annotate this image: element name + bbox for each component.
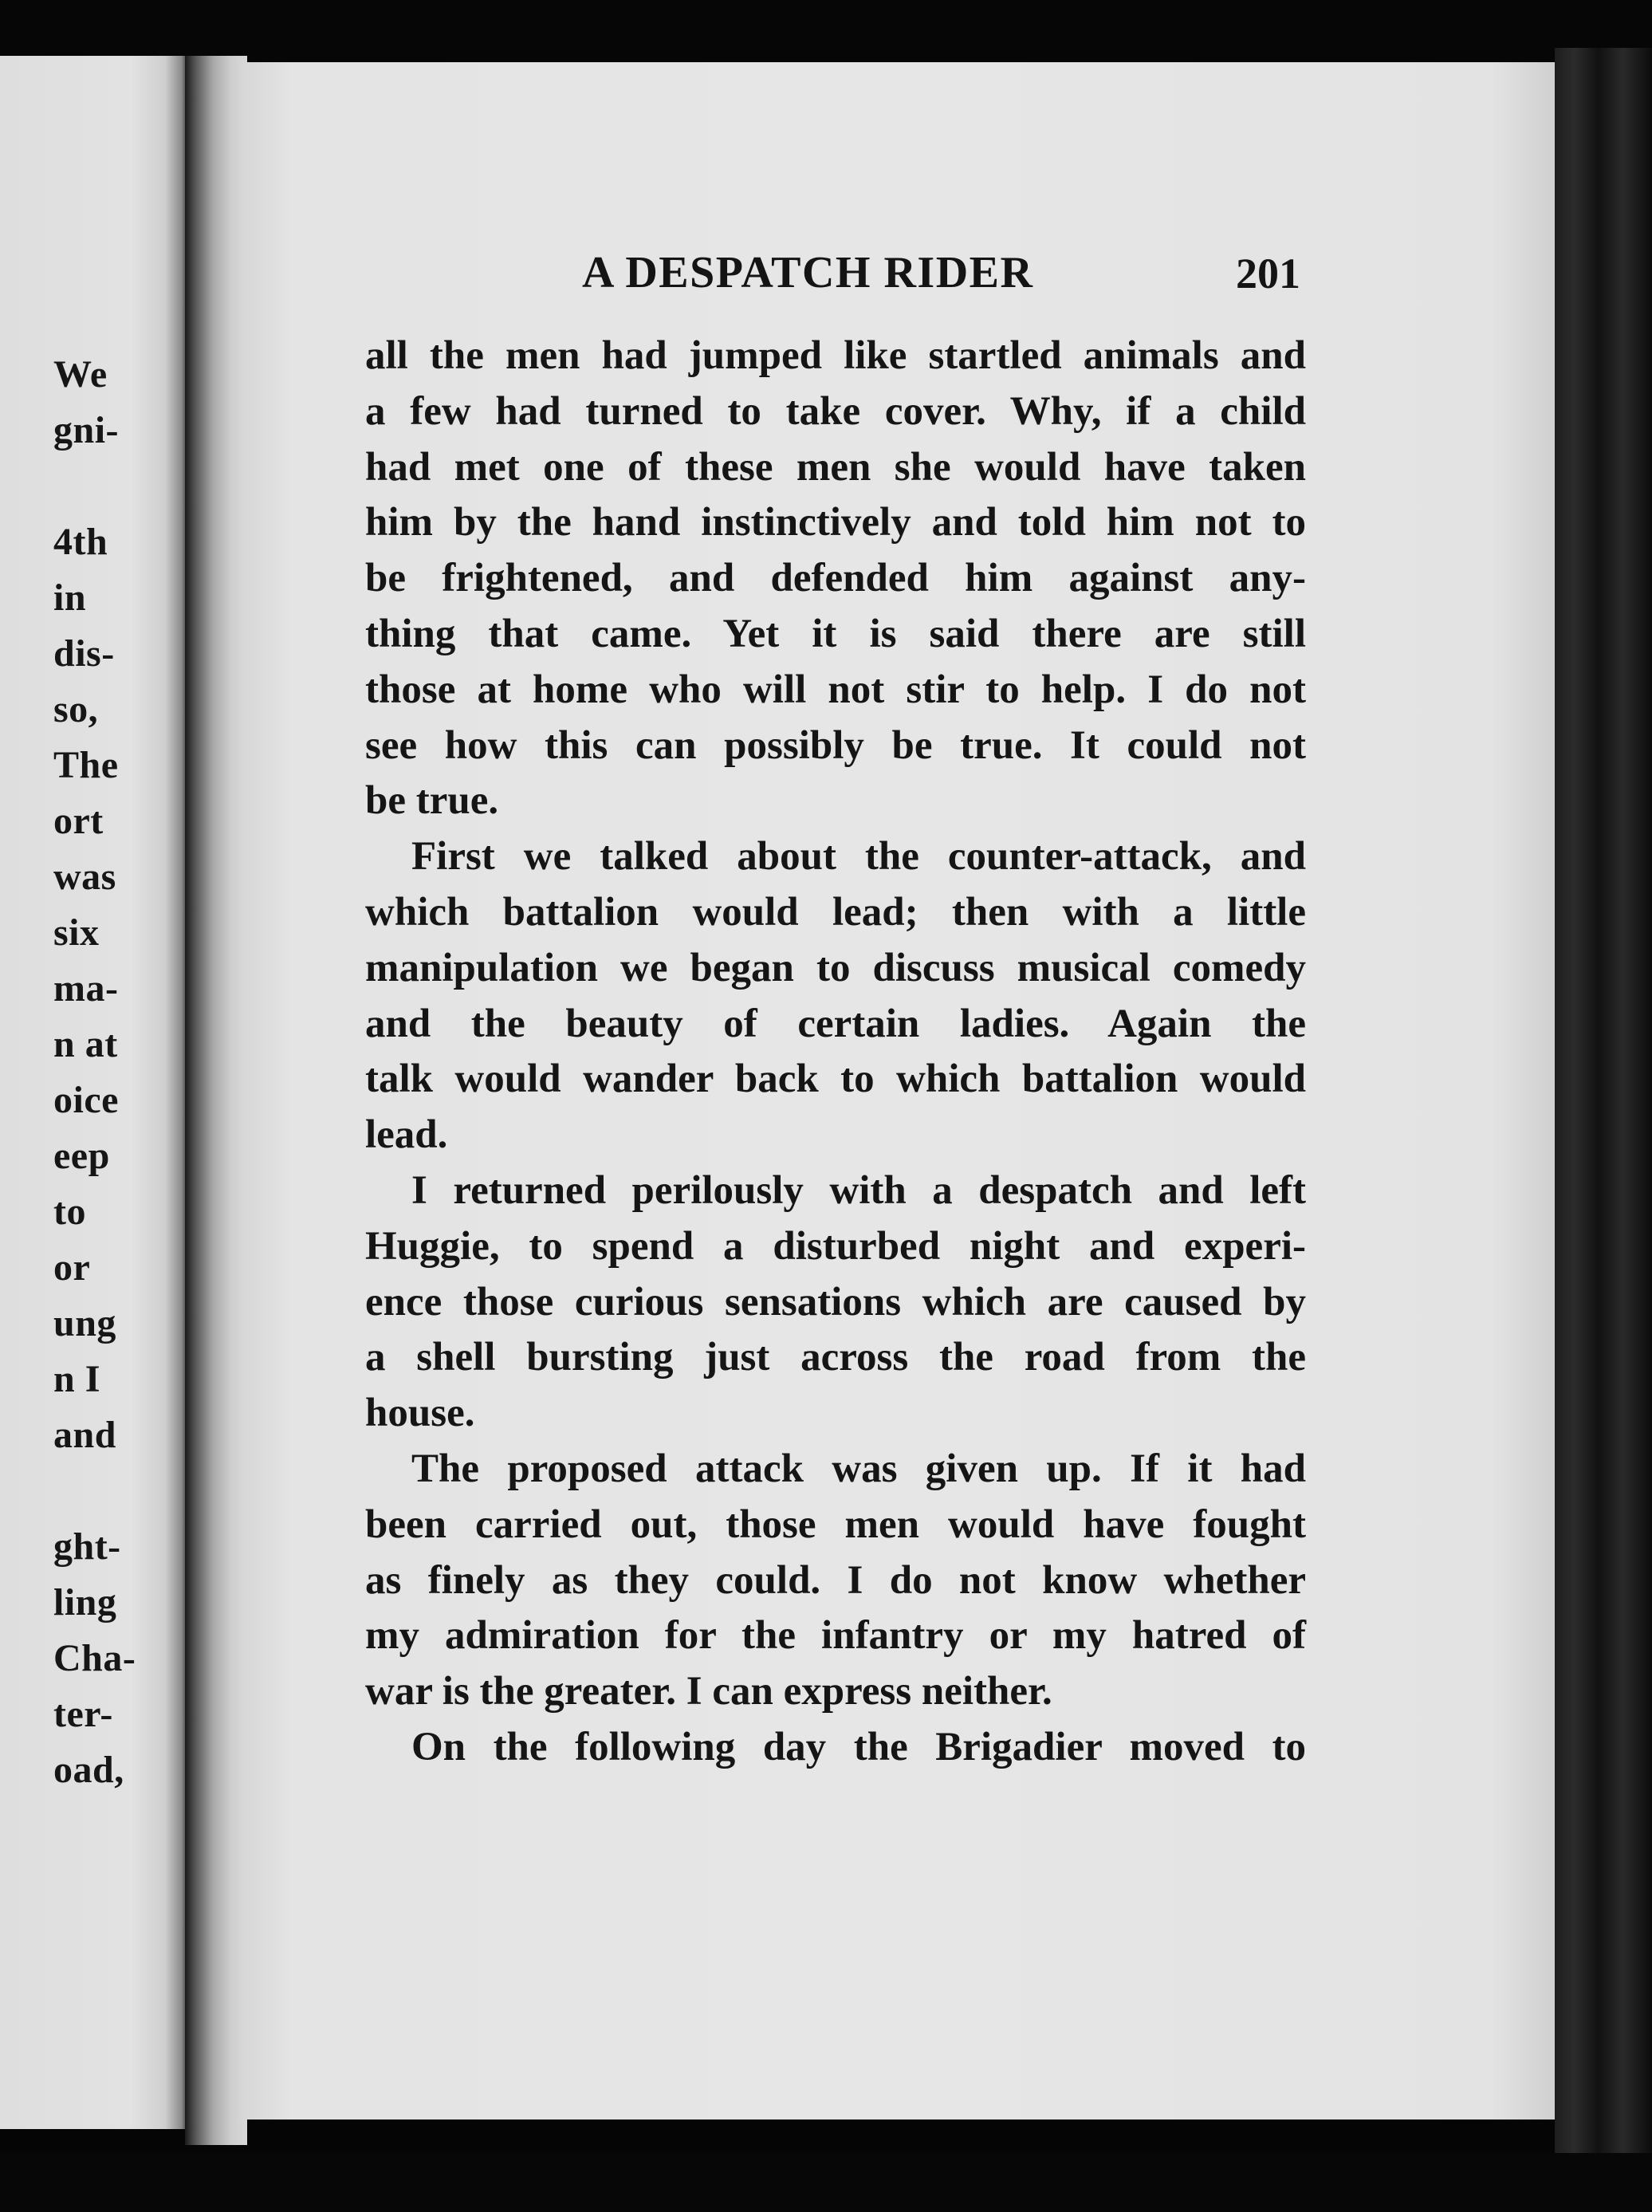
left-page-fragment: six: [53, 911, 100, 954]
left-page-fragment: ter-: [53, 1693, 113, 1735]
text-line: talk would wander back to which battalion would: [365, 1057, 1306, 1102]
left-page-fragment: gni-: [53, 409, 120, 451]
text-line: him by the hand instinctively and told him not to: [365, 500, 1306, 545]
left-page-fragment: ung: [53, 1302, 116, 1344]
text-line: my admiration for the infantry or my hatred of: [365, 1613, 1306, 1659]
left-page-fragment: ort: [53, 800, 104, 842]
text-line: had met one of these men she would have taken: [365, 444, 1306, 490]
text-line: The proposed attack was given up. If it had: [411, 1446, 1306, 1491]
text-line: house.: [365, 1391, 475, 1436]
text-line: a shell bursting just across the road from the: [365, 1335, 1306, 1380]
book-gutter: [185, 56, 247, 2145]
text-line: and the beauty of certain ladies. Again the: [365, 1001, 1306, 1046]
previous-page-sliver: [0, 56, 187, 2129]
left-page-fragment: oice: [53, 1079, 119, 1121]
text-line: ence those curious sensations which are caused by: [365, 1279, 1306, 1324]
text-line: I returned perilously with a despatch and left: [411, 1167, 1306, 1213]
text-line: On the following day the Brigadier moved to: [411, 1724, 1306, 1769]
body-text: [365, 329, 1306, 1776]
left-page-fragment: We: [53, 353, 108, 396]
scan-border-top: [0, 0, 1652, 62]
text-line: a few had turned to take cover. Why, if a child: [365, 388, 1306, 434]
left-page-fragment: ght-: [53, 1525, 121, 1568]
left-page-fragment: and: [53, 1414, 116, 1456]
left-page-fragment: 4th: [53, 521, 108, 563]
text-line: see how this can possibly be true. It could not: [365, 722, 1306, 768]
left-page-fragment: Cha-: [53, 1637, 136, 1679]
text-line: Huggie, to spend a disturbed night and experi-: [365, 1223, 1306, 1269]
left-page-fragment: ling: [53, 1581, 117, 1624]
left-page-fragment: The: [53, 744, 119, 786]
text-line: those at home who will not stir to help. I do not: [365, 667, 1306, 712]
running-title: A DESPATCH RIDER: [582, 248, 1034, 297]
text-line: been carried out, those men would have fought: [365, 1502, 1306, 1547]
page-edge-stack: [1555, 48, 1652, 2153]
left-page-fragment: eep: [53, 1135, 110, 1177]
text-line: be true.: [365, 778, 499, 824]
running-head: [239, 239, 1556, 303]
text-line: war is the greater. I can express neither.: [365, 1669, 1052, 1714]
left-page-fragment: was: [53, 856, 116, 898]
left-page-fragment: oad,: [53, 1749, 124, 1791]
text-line: all the men had jumped like startled animals and: [365, 333, 1306, 378]
text-line: as finely as they could. I do not know whether: [365, 1557, 1306, 1603]
text-line: manipulation we began to discuss musical comedy: [365, 945, 1306, 990]
text-line: thing that came. Yet it is said there are still: [365, 611, 1306, 656]
text-line: First we talked about the counter-attack, and: [411, 834, 1306, 880]
left-page-fragment: or: [53, 1246, 91, 1289]
scan-border-bottom: [0, 2153, 1652, 2212]
page-number: 201: [1236, 250, 1300, 297]
left-page-fragment: to: [53, 1191, 86, 1233]
text-line: lead.: [365, 1112, 448, 1158]
text-line: which battalion would lead; then with a little: [365, 889, 1306, 935]
left-page-fragment: n I: [53, 1358, 100, 1400]
left-page-fragment: dis-: [53, 632, 115, 675]
left-page-fragment: ma-: [53, 967, 119, 1010]
left-page-fragment: n at: [53, 1023, 118, 1065]
text-line: be frightened, and defended him against any-: [365, 556, 1306, 601]
left-page-fragment: in: [53, 577, 87, 619]
left-page-fragment: so,: [53, 688, 99, 730]
